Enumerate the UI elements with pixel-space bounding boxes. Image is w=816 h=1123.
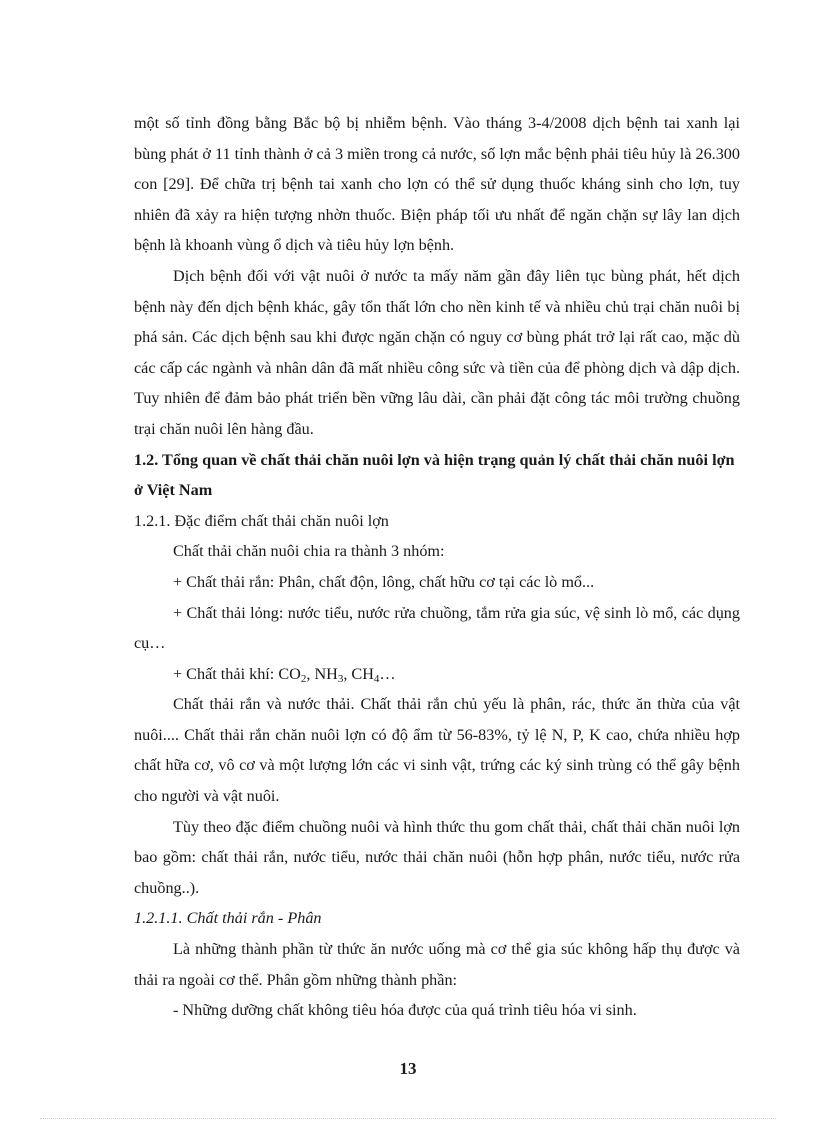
subsection-heading-1-2-1-1: 1.2.1.1. Chất thải rắn - Phân [134,909,322,928]
section-heading-1-2: 1.2. Tổng quan về chất thải chăn nuôi lợn và hiện trạng quản lý chất thải chăn nuôi lợn ở Việt Nam [134,450,735,500]
paragraph-manure-definition: Là những thành phần từ thức ăn nước uống mà cơ thể gia súc không hấp thụ được và thải ra ngoài cơ thể. Phân gồm những thành phần: [134,940,740,989]
paragraph-waste-types: Tùy theo đặc điểm chuồng nuôi và hình thức thu gom chất thải, chất thải chăn nuôi lợn bao gồm: chất thải rắn, nước tiểu, nước thải chăn nuôi (hỗn hợp phân, nước tiểu, nước rửa chuồng..). [134,817,740,897]
gas-text-co: + Chất thải khí: CO [173,664,301,683]
subscript-2: 2 [300,672,307,685]
paragraph-solid-waste-water: Chất thải rắn và nước thải. Chất thải rắn chủ yếu là phân, rác, thức ăn thừa của vật nuôi.... Chất thải rắn chăn nuôi lợn có độ ẩm từ 56-83%, tỷ lệ N, P, K cao, chứa nhiều hợp chất hữa cơ, vô cơ và một lượng lớn các vi sinh vật, trứng các ký sinh trùng có thể gây bệnh cho người và vật nuôi. [134,695,740,806]
list-item-solid-waste: + Chất thải rắn: Phân, chất độn, lông, chất hữu cơ tại các lò mổ... [173,572,595,591]
subsection-heading-1-2-1: 1.2.1. Đặc điểm chất thải chăn nuôi lợn [134,511,389,530]
gas-text-ellipsis: … [379,664,396,683]
list-item-liquid-waste: + Chất thải lỏng: nước tiểu, nước rửa chuồng, tắm rửa gia súc, vệ sinh lò mổ, các dụng cụ… [134,603,740,653]
subscript-3: 3 [337,672,344,685]
list-item-gas-waste [134,659,740,690]
page-content [134,108,740,1026]
page-bottom-divider [40,1118,776,1119]
gas-text-nh: , NH [306,664,338,683]
paragraph-waste-groups: Chất thải chăn nuôi chia ra thành 3 nhóm: [173,542,445,561]
list-item-nutrients: - Những dưỡng chất không tiêu hóa được của quá trình tiêu hóa vi sinh. [173,1001,637,1020]
paragraph-disease-outbreaks: Dịch bệnh đối với vật nuôi ở nước ta mấy năm gần đây liên tục bùng phát, hết dịch bệnh này đến dịch bệnh khác, gây tổn thất lớn cho nền kinh tế và nhiều chủ trại chăn nuôi bị phá sản. Các dịch bệnh sau khi được ngăn chặn có nguy cơ bùng phát trở lại rất cao, mặc dù các cấp các ngành và nhân dân đã mất nhiều công sức và tiền của để phòng dịch và dập dịch. Tuy nhiên để đảm bảo phát triển bền vững lâu dài, cần phải đặt công tác môi trường chuồng trại chăn nuôi lên hàng đầu. [134,266,740,438]
paragraph-continuation: một số tỉnh đồng bằng Bắc bộ bị nhiễm bệnh. Vào tháng 3-4/2008 dịch bệnh tai xanh lại bùng phát ở 11 tỉnh thành ở cả 3 miền trong cả nước, số lợn mắc bệnh phải tiêu hủy là 26.300 con [29]. Để chữa trị bệnh tai xanh cho lợn có thể sử dụng thuốc kháng sinh cho lợn, tuy nhiên đã xảy ra hiện tượng nhờn thuốc. Biện pháp tối ưu nhất để ngăn chặn sự lây lan dịch bệnh là khoanh vùng ổ dịch và tiêu hủy lợn bệnh. [134,114,740,255]
subscript-4: 4 [373,672,380,685]
gas-text-ch: , CH [343,664,374,683]
page-number: 13 [399,1059,417,1078]
